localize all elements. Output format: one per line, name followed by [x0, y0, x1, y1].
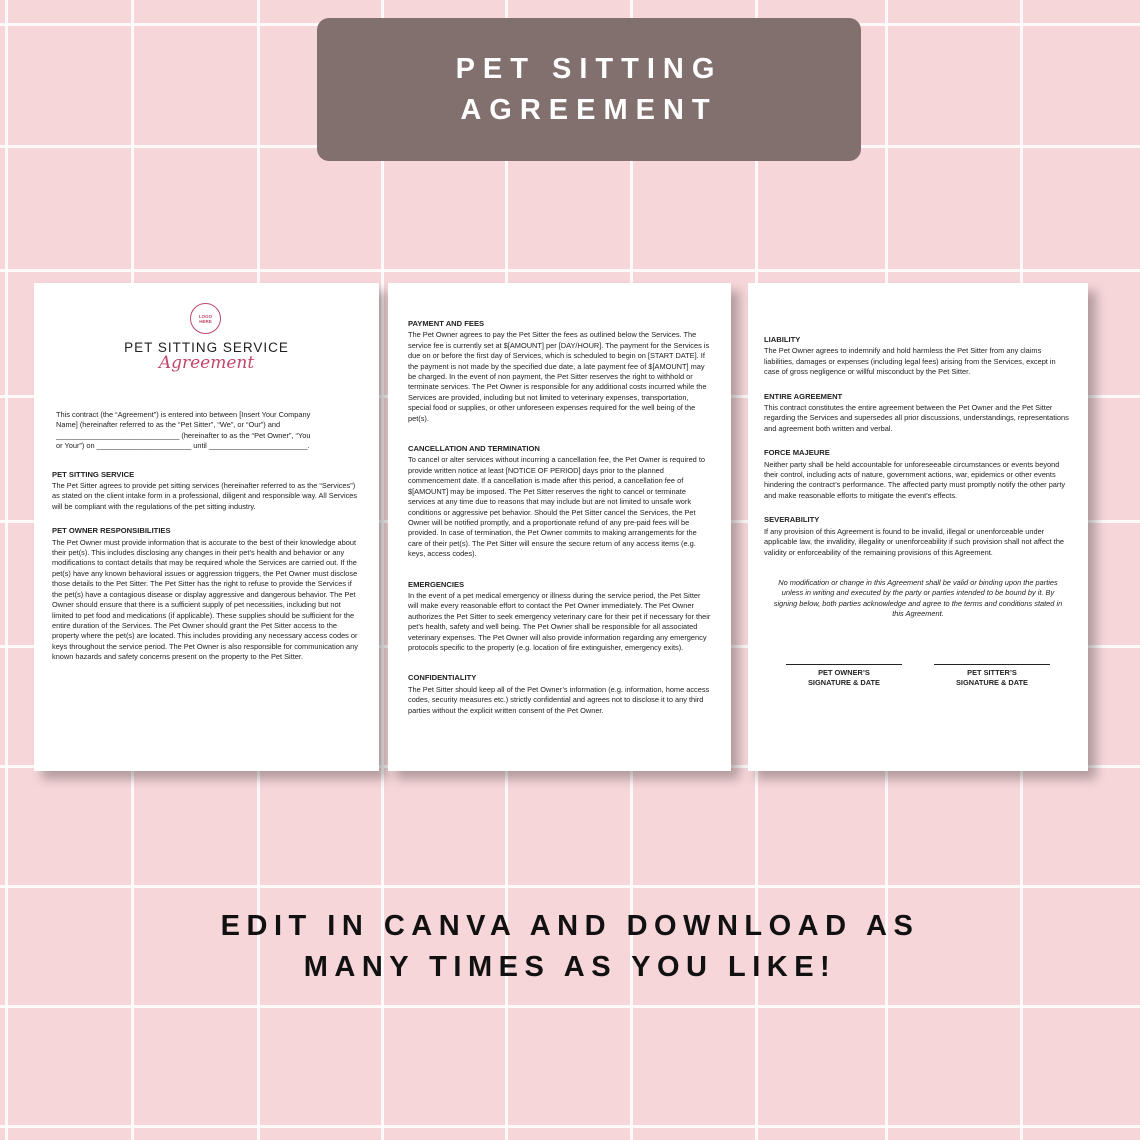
sitter-signature-label: PET SITTER’S: [967, 667, 1017, 677]
logo-text: HERE: [199, 318, 212, 324]
section-body: The Pet Owner agrees to pay the Pet Sitter the fees as outlined below the Services. The service fee is currently set at $[AMOUNT] per [DAY/HOUR]. The payment for the Services is due on or before the first day of Services, which is scheduled to begin on [START DATE]. If the payment is not made by the specified due date, a late payment fee of $[AMOUNT] may be charged. In the event of non payment, the Pet Sitter reserves the right to withhold or terminate services. The Pet Owner is responsible for any additional costs incurred while the Services are provided, including but not limited to veterinary expenses, transportation, special food or supplies, or other unforeseen expenses required for the well being of the pet(s).: [408, 330, 710, 423]
intro-line: or Your”) on _______________________ until ________________________.: [56, 441, 310, 451]
intro-line: ______________________________ (hereinafter to as the “Pet Owner”, “You: [56, 430, 311, 440]
section-body: The Pet Sitter agrees to provide pet sitting services (hereinafter referred to as the “Services”) as stated on the client intake form in a professional, diligent and responsible way. All Services will be compliant with the regulations of the pet sitting industry.: [52, 481, 358, 511]
grid-line: [0, 269, 1140, 272]
section-heading: PAYMENT AND FEES: [408, 319, 485, 328]
sitter-signature-label: SIGNATURE & DATE: [956, 677, 1028, 687]
grid-line: [0, 1125, 1140, 1128]
section-body: The Pet Owner agrees to indemnify and hold harmless the Pet Sitter from any claims liabilities, damages or expenses (including legal fees) arising from the Services, except in case of gross negligence or willful misconduct by the Pet Sitter.: [764, 346, 1056, 377]
owner-signature-label: PET OWNER’S: [818, 667, 870, 677]
section-heading: LIABILITY: [764, 335, 801, 344]
section-heading: CANCELLATION AND TERMINATION: [408, 444, 540, 454]
section-heading: PET SITTING SERVICE: [52, 469, 135, 479]
intro-paragraph: [56, 410, 361, 452]
owner-signature-line: [786, 664, 902, 689]
section-body: The Pet Owner must provide information that is accurate to the best of their knowledge about their pet(s). This includes disclosing any changes in their pet’s health and behavior or any modifications to contact details that may be required whole the Services are carried out. If the pet(s) have any known behavioral issues or aggression triggers, the Pet Owner must disclose those details to the Pet Sitter. The Pet Sitter has the right to refuse to provide the Services if the pet(s) have a contagious disease or display aggressive and dangerous behavior. The Pet Owner should ensure that there is a sufficient supply of pet necessities, including but not limited to pet food and medications (if applicable). These supplies should be sufficient for the entire duration of the Services. The Pet Owner should grant the Pet Sitter access to the property where the pet(s) are located. This includes providing any necessary access codes or keys throughout the service period. The Pet Owner is also responsible for communication any known hazards and safety concerns present on the property to the Pet Sitter.: [52, 537, 358, 662]
intro-line: This contract (the “Agreement”) is entered into between [Insert Your Company: [56, 410, 311, 419]
document-page-3: [748, 283, 1088, 771]
logo-text: LOGO: [198, 313, 213, 319]
document-title: PET SITTING SERVICE: [124, 340, 289, 355]
owner-signature-label: SIGNATURE & DATE: [808, 677, 880, 687]
promo-caption-line-1: EDIT IN CANVA AND DOWNLOAD AS: [220, 910, 920, 942]
promo-caption-line-2: MANY TIMES AS YOU LIKE!: [303, 951, 837, 983]
promo-caption: [0, 906, 1140, 988]
section-body: Neither party shall be held accountable for unforeseeable circumstances or events beyond their control, including acts of nature, government actions, war, epidemics or other events hindering the contract’s performance. The affected party must promptly notify the other party and make reasonable efforts to mitigate the event’s effects.: [764, 459, 1066, 500]
banner-title-line-1: PET SITTING: [455, 52, 723, 85]
section-body: In the event of a pet medical emergency or illness during the service period, the Pet Sitter will make every reasonable effort to contact the Pet Owner immediately. The Pet Owner authorizes the Pet Sitter to seek emergency veterinary care for their pet if necessary for their pet’s health, safety and well being. The Pet Owner shall be responsible for all associated veterinary expenses. The Pet Owner will also provide information regarding any emergency protocols specific to the property (e.g. location of fire extinguisher, emergency exits).: [408, 590, 711, 652]
document-page-1: [34, 283, 379, 771]
section-heading: FORCE MAJEURE: [764, 448, 830, 458]
section-body: If any provision of this Agreement is found to be invalid, illegal or unenforceable under applicable law, the invalidity, illegality or unenforceability if such provision shall not affect the validity or enforceability of the remaining provisions of this Agreement.: [764, 526, 1065, 557]
section-heading: CONFIDENTIALITY: [408, 673, 477, 683]
closing-statement: No modification or change in this Agreement shall be valid or binding upon the parties unless in writing and executed by the party or parties intended to be bound by it. By signing below, both parties acknowledge and agree to the terms and conditions stated in this Agreement.: [773, 577, 1063, 619]
grid-line: [0, 885, 1140, 888]
document-script-title: Agreement: [158, 353, 255, 373]
document-page-2: [388, 283, 731, 771]
section-body: To cancel or alter services without incurring a cancellation fee, the Pet Owner is required to provide written notice at least [NOTICE OF PERIOD] days prior to the planned commencement date. If a cancellation is made after this period, a cancellation fee of $[AMOUNT] may be imposed. The Pet Sitter reserves the right to cancel or terminate services at any time due to reasons that may include but are not limited to unsafe work conditions or aggressive pet behavior. Should the Pet Sitter cancel the Services, the Pet Owner will be notified promptly, and a proportionate refund of any pre-paid fees will be provided. In case of termination, the Pet Owner commits to making arrangements for the care of their pet(s). The Pet Sitter will ensure the secure return of any access items (e.g. keys, access codes).: [408, 455, 706, 559]
grid-line: [0, 1005, 1140, 1008]
section-body: The Pet Sitter should keep all of the Pet Owner’s information (e.g. information, home access codes, security measures etc.) strictly confidential and agrees not to disclose it to any third parties without the explicit written consent of the Pet Owner.: [408, 684, 710, 715]
section-body: This contract constitutes the entire agreement between the Pet Owner and the Pet Sitter regarding the Services and supersedes all prior discussions, understandings, representations and agreement both written and verbal.: [764, 403, 1069, 433]
banner-title-line-2: AGREEMENT: [460, 93, 718, 126]
section-heading: SEVERABILITY: [764, 515, 820, 525]
logo-placeholder: [190, 303, 221, 334]
section-heading: ENTIRE AGREEMENT: [764, 391, 843, 401]
section-heading: PET OWNER RESPONSIBILITIES: [52, 526, 171, 536]
intro-line: Name] (hereinafter referred to as the “Pet Sitter”, “We”, or “Our”) and: [56, 420, 281, 430]
sitter-signature-line: [934, 664, 1050, 689]
section-heading: EMERGENCIES: [408, 579, 465, 589]
signature-row: [764, 664, 1072, 689]
title-banner: [317, 18, 861, 161]
